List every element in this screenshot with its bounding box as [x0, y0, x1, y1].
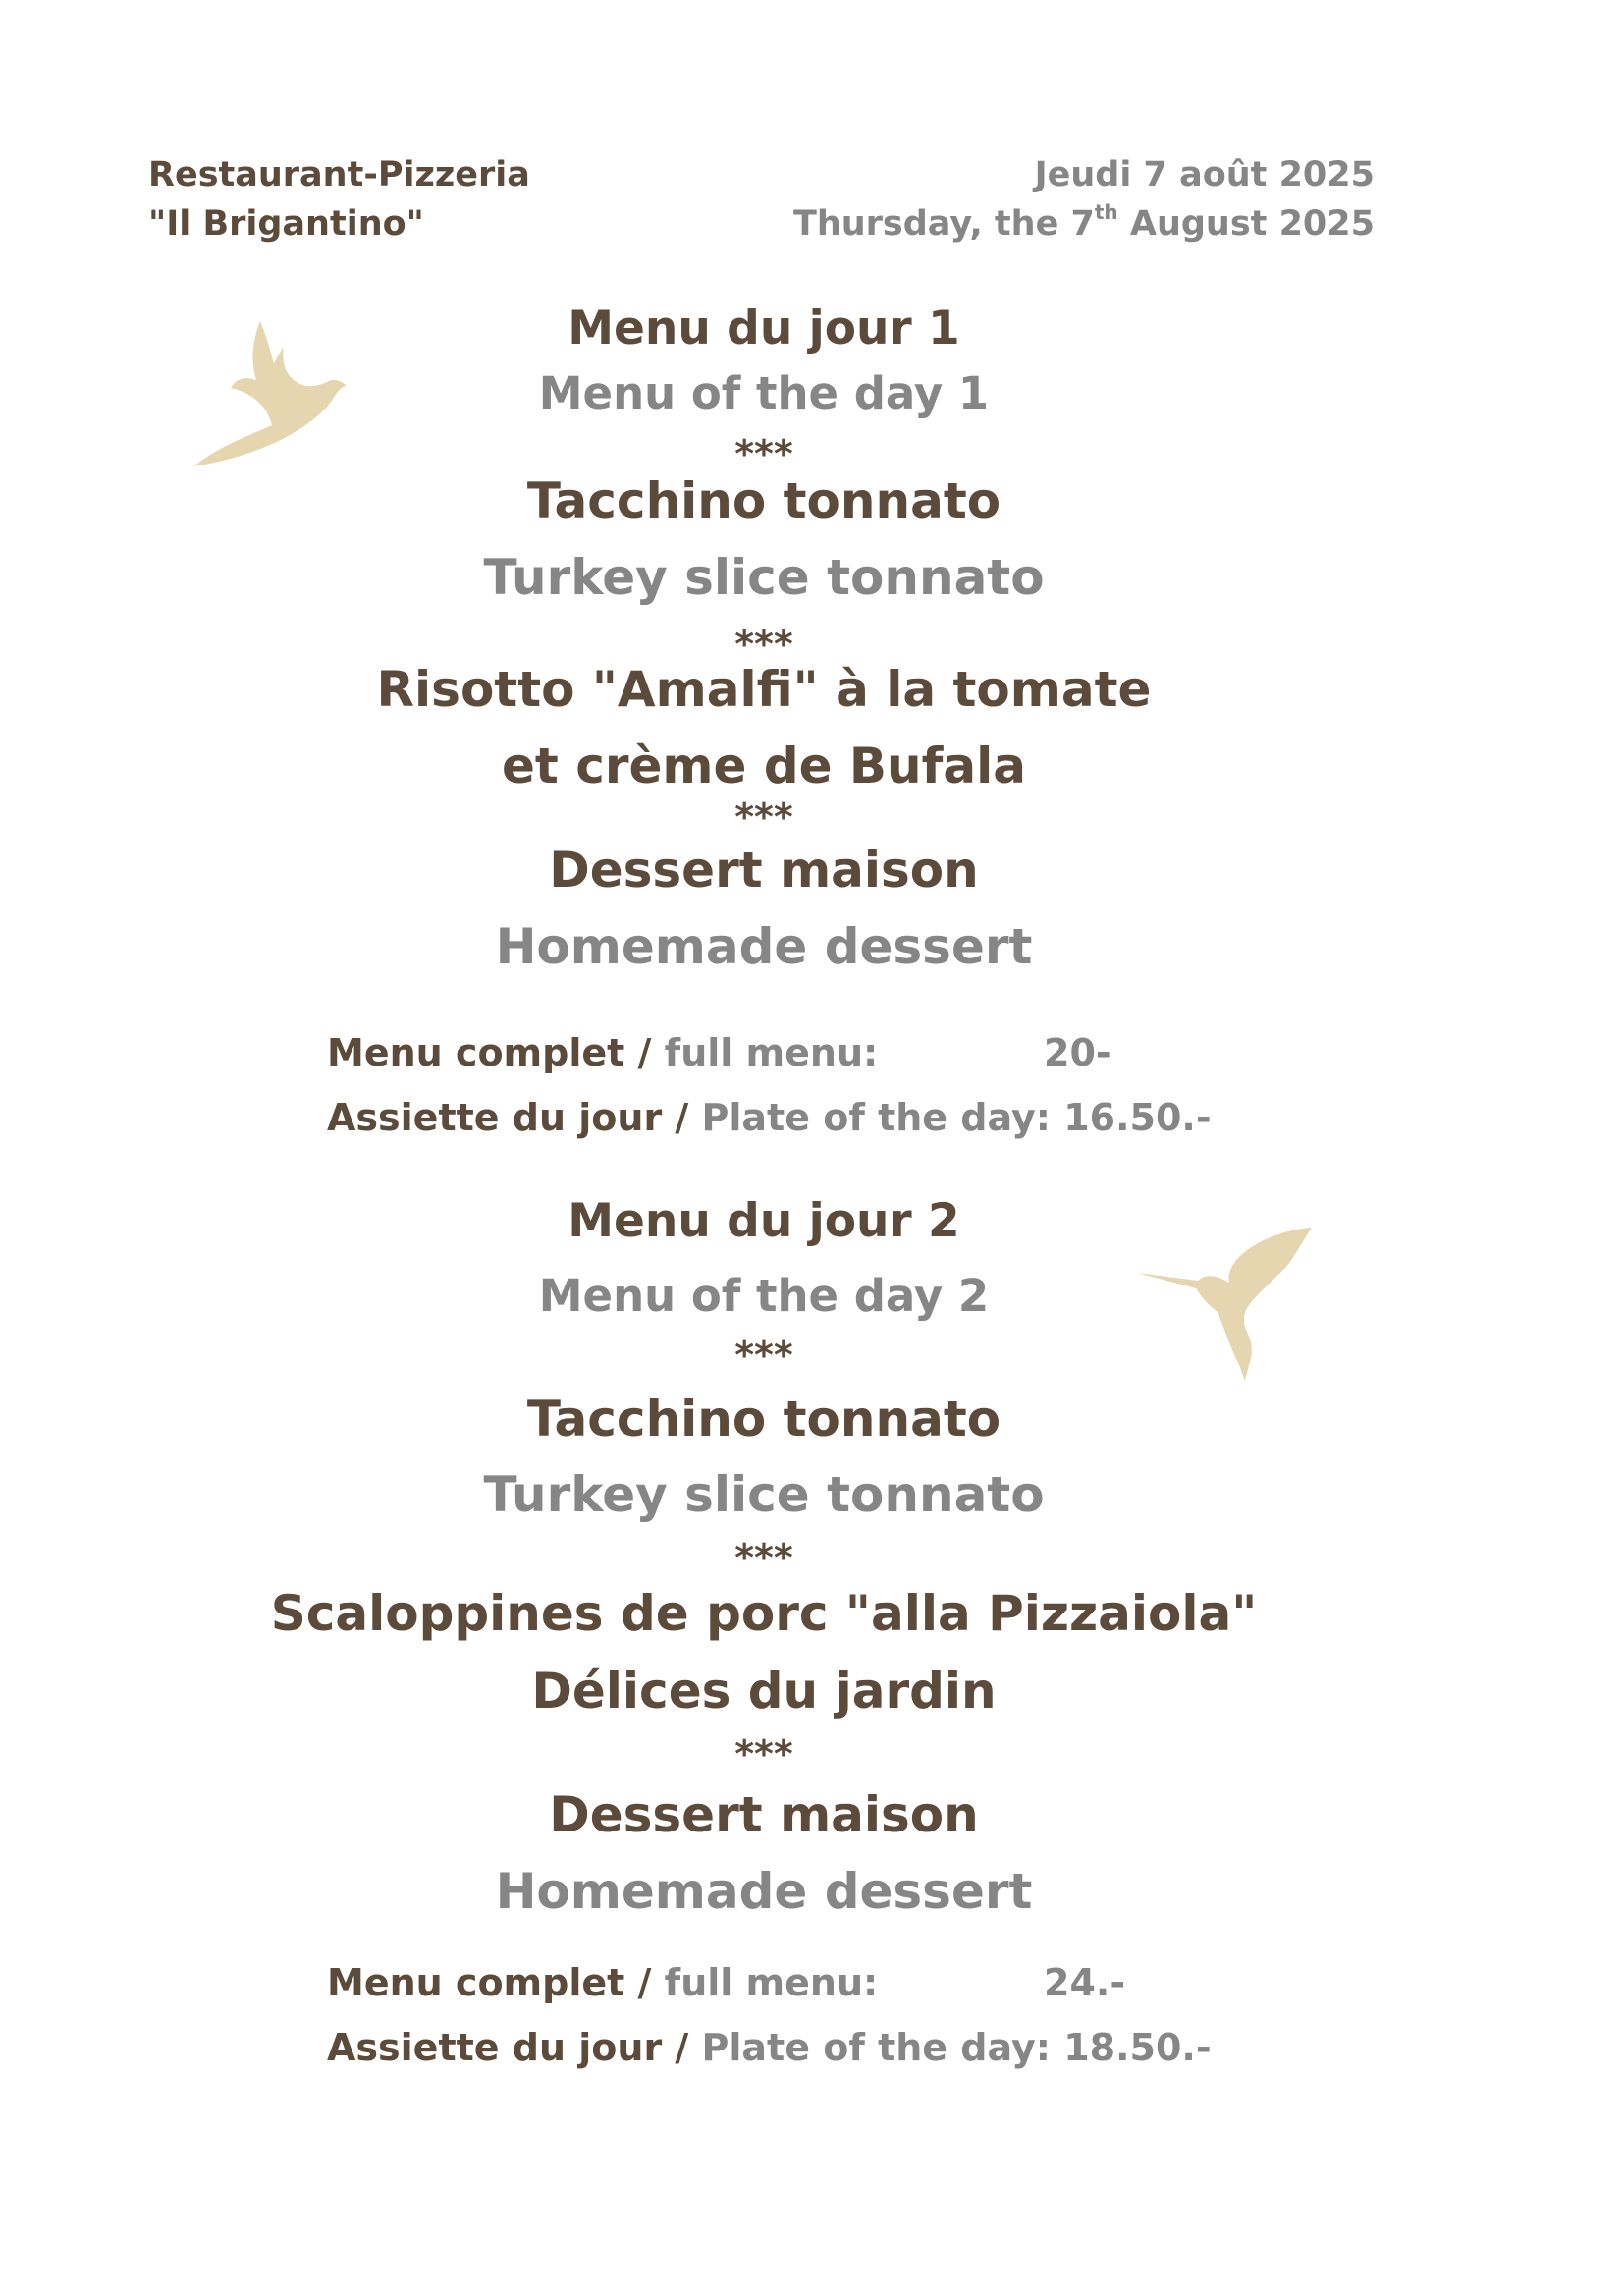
menu1-plate-price: 16.50.-	[1063, 1096, 1212, 1139]
menu2-starter-en: Turkey slice tonnato	[483, 1466, 1045, 1523]
menu2-separator-3: ***	[734, 1732, 793, 1776]
menu2-plate-price-row: Assiette du jour / Plate of the day: 18.50.-	[327, 2026, 1212, 2069]
menu1-starter-en: Turkey slice tonnato	[483, 549, 1045, 606]
menu1-separator-2: ***	[734, 623, 793, 666]
menu2-title-en: Menu of the day 2	[538, 1270, 990, 1322]
menu2-dessert-en: Homemade dessert	[495, 1863, 1033, 1920]
menu2-separator-1: ***	[734, 1334, 793, 1377]
menu1-title-en: Menu of the day 1	[538, 367, 990, 419]
menu2-main-fr-2: Délices du jardin	[531, 1663, 997, 1720]
menu1-dessert-en: Homemade dessert	[495, 918, 1033, 975]
menu2-full-price: 24.-	[1044, 1961, 1126, 2004]
restaurant-name-line1: Restaurant-Pizzeria	[148, 155, 530, 194]
menu1-starter-fr: Tacchino tonnato	[526, 472, 1001, 529]
date-french: Jeudi 7 août 2025	[1034, 155, 1375, 194]
date-english: Thursday, the 7th August 2025	[792, 200, 1375, 244]
menu2-separator-2: ***	[734, 1536, 793, 1579]
menu1-dessert-fr: Dessert maison	[549, 842, 979, 899]
restaurant-name-line2: "Il Brigantino"	[148, 204, 424, 244]
menu2-main-fr-1: Scaloppines de porc "alla Pizzaiola"	[270, 1585, 1258, 1642]
menu1-separator-3: ***	[734, 795, 793, 839]
menu2-plate-price: 18.50.-	[1063, 2026, 1212, 2069]
restaurant-name	[148, 150, 530, 248]
menu1-full-price: 20-	[1044, 1031, 1111, 1074]
menu2-dessert-fr: Dessert maison	[549, 1786, 979, 1843]
menu-date	[793, 150, 1375, 248]
menu1-plate-price-row: Assiette du jour / Plate of the day: 16.50.-	[327, 1096, 1212, 1139]
menu2-starter-fr: Tacchino tonnato	[526, 1391, 1001, 1448]
menu2-full-price-row: Menu complet / full menu: 24.-	[327, 1961, 1126, 2004]
menu1-main-fr-2: et crème de Bufala	[501, 738, 1027, 794]
menu1-title-fr: Menu du jour 1	[568, 301, 960, 355]
menu1-separator-1: ***	[734, 432, 793, 475]
menu1-main-fr-1: Risotto "Amalfi" à la tomate	[376, 661, 1152, 718]
menu1-full-price-row: Menu complet / full menu: 20-	[327, 1031, 1111, 1074]
menu2-title-fr: Menu du jour 2	[568, 1194, 960, 1248]
